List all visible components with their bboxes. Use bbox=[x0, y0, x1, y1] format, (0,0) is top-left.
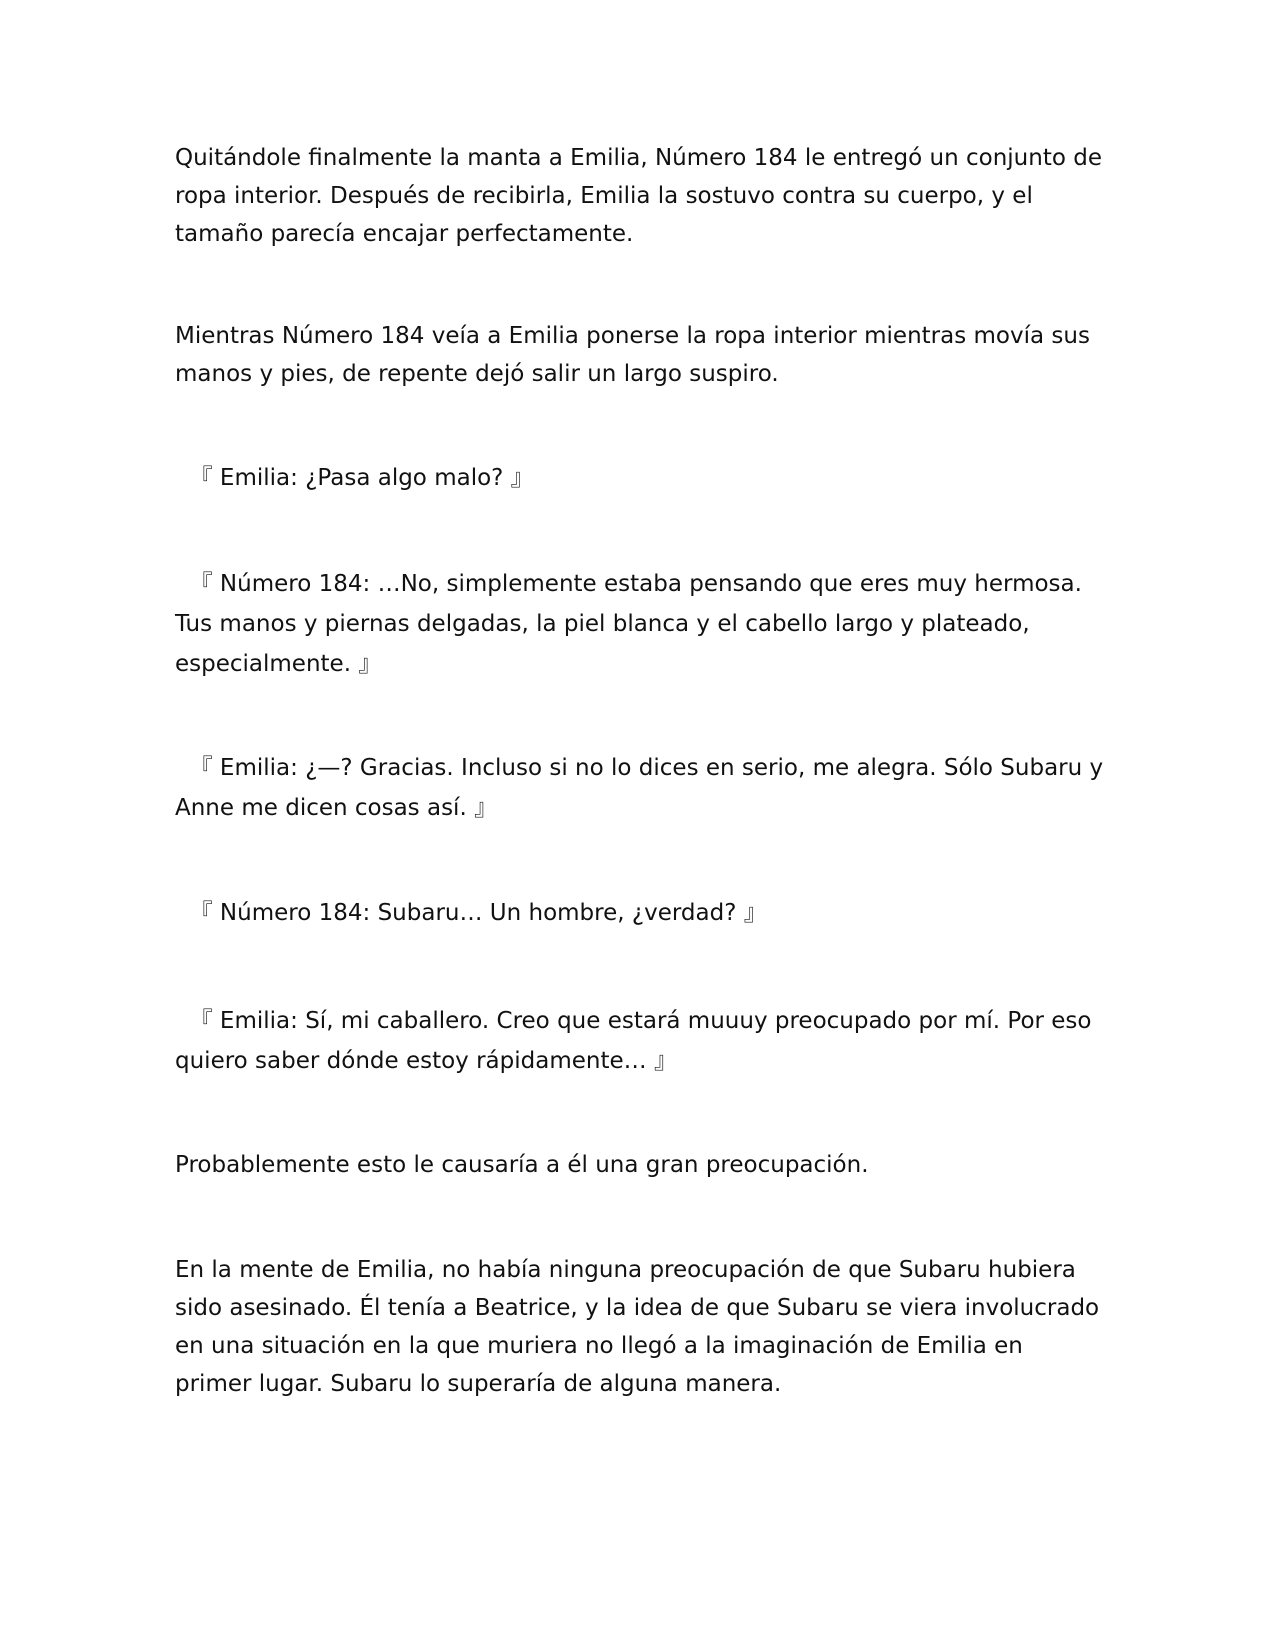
dialogue-3: 『 Emilia: ¿—? Gracias. Incluso si no lo dices en serio, me alegra. Sólo Subaru y Anne me dicen cosas así. 』 bbox=[175, 755, 1111, 821]
paragraph-1: Quitándole finalmente la manta a Emilia, Número 184 le entregó un conjunto de ropa interior. Después de recibirla, Emilia la sostuvo contra su cuerpo, y el tamaño parecía encajar perfectamente. bbox=[175, 145, 1110, 247]
dialogue-2: 『 Número 184: …No, simplemente estaba pensando que eres muy hermosa. Tus manos y piernas delgadas, la piel blanca y el cabello largo y plateado, especialmente. 』 bbox=[175, 571, 1090, 677]
paragraph-3: Probablemente esto le causaría a él una gran preocupación. bbox=[175, 1152, 869, 1178]
dialogue-4: 『 Número 184: Subaru… Un hombre, ¿verdad? 』 bbox=[175, 900, 767, 926]
paragraph-4: En la mente de Emilia, no había ninguna preocupación de que Subaru hubiera sido asesinado. Él tenía a Beatrice, y la idea de que Subaru se viera involucrado en una situación en la que muriera no llegó a la imaginación de Emilia en primer lugar. Subaru lo superaría de alguna manera. bbox=[175, 1257, 1107, 1397]
dialogue-1: 『 Emilia: ¿Pasa algo malo? 』 bbox=[175, 465, 534, 491]
dialogue-5: 『 Emilia: Sí, mi caballero. Creo que estará muuuy preocupado por mí. Por eso quiero saber dónde estoy rápidamente… 』 bbox=[175, 1008, 1099, 1074]
paragraph-2: Mientras Número 184 veía a Emilia ponerse la ropa interior mientras movía sus manos y pies, de repente dejó salir un largo suspiro. bbox=[175, 323, 1098, 387]
